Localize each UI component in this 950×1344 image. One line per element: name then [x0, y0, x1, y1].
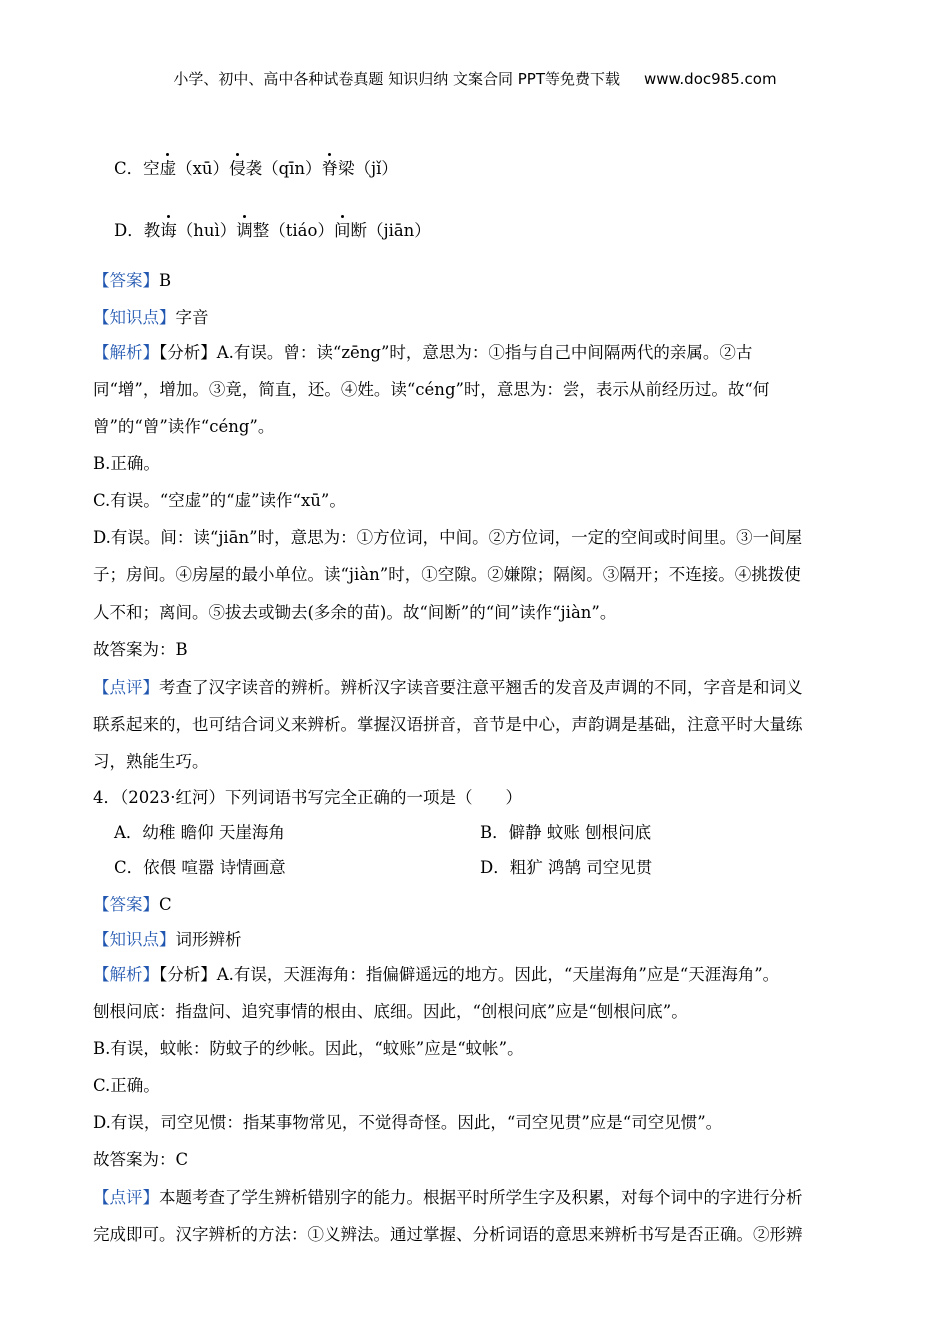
q4-c: C.正确。 — [93, 1076, 160, 1095]
q4-option-b: B．僻静 蚊账 刨根问底 — [480, 823, 652, 842]
q4-option-d: D．粗犷 鸿鹄 司空见贯 — [480, 858, 653, 877]
q3-comment-line-1: 【点评】考查了汉字读音的辨析。辨析汉字读音要注意平翘舌的发音及声调的不同，字音是和词义 — [93, 678, 803, 697]
q4-final-answer: 故答案为：C — [93, 1150, 189, 1169]
q3-analysis-line-3: 曾”的“曾”读作“céng”。 — [93, 417, 275, 436]
q4-comment-line-1: 【点评】本题考查了学生辨析错别字的能力。根据平时所学生字及积累，对每个词中的字进行分析 — [93, 1188, 803, 1207]
q3-d-line-3: 人不和；离间。⑤拔去或锄去(多余的苗)。故“间断”的“间”读作“jiàn”。 — [93, 603, 617, 622]
q3-answer: 【答案】B — [93, 271, 172, 290]
q4-analysis-line-2: 刨根问底：指盘问、追究事情的根由、底细。因此，“创根问底”应是“刨根问底”。 — [93, 1002, 688, 1021]
q3-d-line-2: 子；房间。④房屋的最小单位。读“jiàn”时，①空隙。②嫌隙；隔阂。③隔开；不连接。④挑拨使 — [93, 565, 801, 584]
q4-options-row-1 — [114, 822, 884, 844]
q4-options-row-2 — [114, 857, 884, 879]
q4-d: D.有误，司空见惯：指某事物常见，不觉得奇怪。因此，“司空见贯”应是“司空见惯”。 — [93, 1113, 723, 1132]
q3-analysis-line-1: 【解析】【分析】A.有误。曾：读“zēng”时，意思为：①指与自己中间隔两代的亲属。②古 — [93, 343, 753, 362]
q3-b: B.正确。 — [93, 454, 160, 473]
q4-b: B.有误，蚊帐：防蚊子的纱帐。因此，“蚊账”应是“蚊帐”。 — [93, 1039, 524, 1058]
q3-d-line-1: D.有误。间：读“jiān”时，意思为：①方位词，中间。②方位词，一定的空间或时间里。③一间屋 — [93, 528, 803, 547]
header-text: 小学、初中、高中各种试卷真题 知识归纳 文案合同 PPT等免费下载 — [173, 70, 620, 88]
q4-option-a: A．幼稚 瞻仰 天崖海角 — [114, 823, 285, 842]
q4-analysis-line-1: 【解析】【分析】A.有误，天涯海角：指偏僻遥远的地方。因此，“天崖海角”应是“天涯海角”。 — [93, 965, 780, 984]
option-d: D．教诲（huì）调整（tiáo）间断（jiān） — [114, 221, 431, 240]
q3-comment-line-3: 习，熟能生巧。 — [93, 752, 209, 771]
option-c: C．空虚（xū）侵袭（qīn）脊梁（jǐ） — [114, 159, 398, 178]
q4-comment-line-2: 完成即可。汉字辨析的方法：①义辨法。通过掌握、分析词语的意思来辨析书写是否正确。②形辨 — [93, 1225, 803, 1244]
page-header — [0, 68, 950, 89]
q4-knowledge-point: 【知识点】词形辨析 — [93, 930, 242, 949]
q3-analysis-line-2: 同“增”，增加。③竟，简直，还。④姓。读“céng”时，意思为：尝，表示从前经历过。故“何 — [93, 380, 770, 399]
q3-comment-line-2: 联系起来的，也可结合词义来辨析。掌握汉语拼音，音节是中心，声韵调是基础，注意平时大量练 — [93, 715, 803, 734]
q4-option-c: C．依偎 喧嚣 诗情画意 — [114, 858, 286, 877]
q3-c: C.有误。“空虚”的“虚”读作“xū”。 — [93, 491, 346, 510]
q4-answer: 【答案】C — [93, 895, 172, 914]
header-url[interactable]: www.doc985.com — [643, 70, 777, 88]
q3-knowledge-point: 【知识点】字音 — [93, 308, 209, 327]
q3-final-answer: 故答案为：B — [93, 640, 188, 659]
q4-stem: 4．（2023·红河）下列词语书写完全正确的一项是（ ） — [93, 788, 522, 807]
